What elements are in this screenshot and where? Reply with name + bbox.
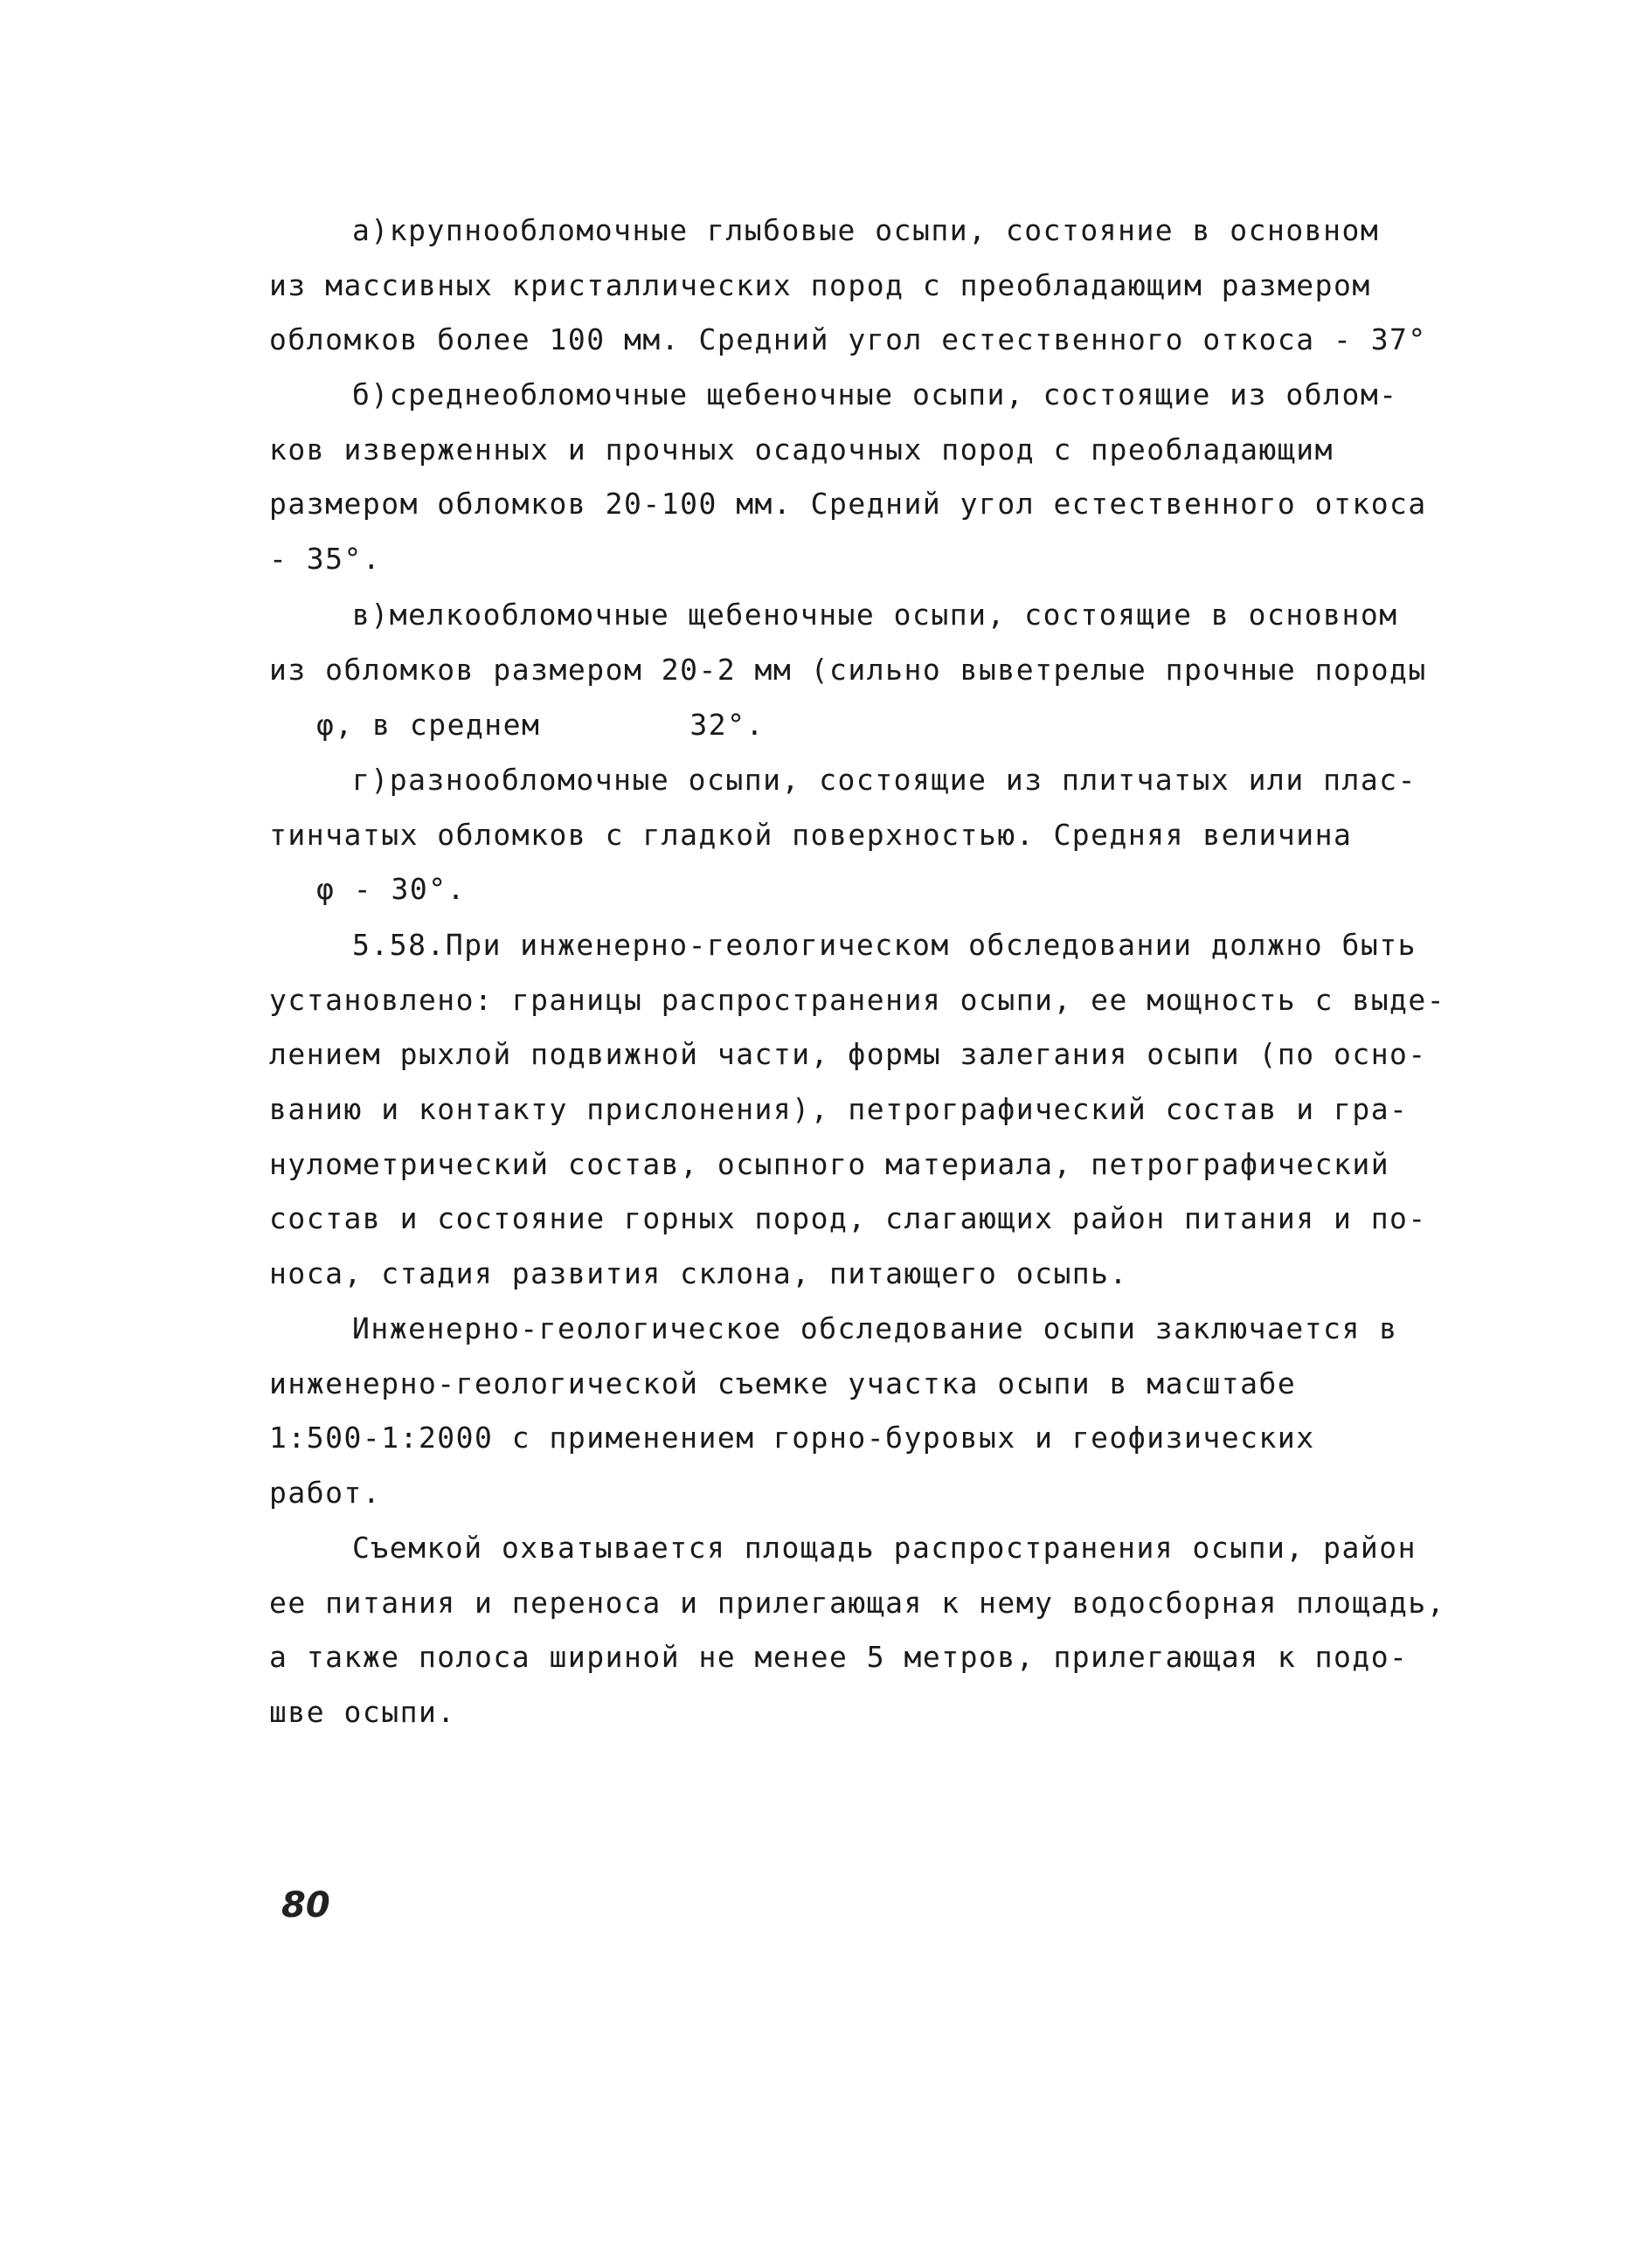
- text-line: установлено: границы распространения осыпи, ее мощность с выде-: [269, 983, 1446, 1017]
- text-line: б)среднеобломочные щебеночные осыпи, состоящие из облом-: [352, 377, 1398, 411]
- text-line: лением рыхлой подвижной части, формы залегания осыпи (по осно-: [269, 1037, 1427, 1071]
- text-line: а)крупнообломочные глыбовые осыпи, состояние в основном: [352, 213, 1380, 247]
- text-line: 5.58.При инженерно-геологическом обследовании должно быть: [352, 928, 1417, 962]
- text-line: Съемкой охватывается площадь распространения осыпи, район: [352, 1531, 1417, 1565]
- text-line: ванию и контакту прислонения), петрографический состав и гра-: [269, 1092, 1409, 1126]
- text-line: носа, стадия развития склона, питающего осыпь.: [269, 1256, 1128, 1290]
- text-line: нулометрический состав, осыпного материала, петрографический: [269, 1147, 1390, 1181]
- text-line: г)разнообломочные осыпи, состоящие из плитчатых или плас-: [352, 763, 1417, 797]
- text-line: φ - 30°.: [316, 872, 466, 906]
- text-line: размером обломков 20-100 мм. Средний угол естественного откоса: [269, 487, 1427, 521]
- text-line: тинчатых обломков с гладкой поверхностью. Средняя величина: [269, 818, 1353, 852]
- text-line: инженерно-геологической съемке участка осыпи в масштабе: [269, 1366, 1297, 1400]
- text-line: ков изверженных и прочных осадочных пород с преобладающим: [269, 432, 1334, 467]
- text-line: Инженерно-геологическое обследование осыпи заключается в: [352, 1311, 1398, 1345]
- text-line: из массивных кристаллических пород с преобладающим размером: [269, 268, 1371, 302]
- text-line: шве осыпи.: [269, 1695, 456, 1729]
- text-line: 1:500-1:2000 с применением горно-буровых и геофизических: [269, 1421, 1315, 1455]
- text-line: работ.: [269, 1476, 382, 1510]
- text-line: - 35°.: [269, 542, 382, 576]
- text-line: а также полоса шириной не менее 5 метров, прилегающая к подо-: [269, 1640, 1409, 1674]
- page-number: 80: [281, 1885, 330, 1926]
- text-line: ее питания и переноса и прилегающая к нему водосборная площадь,: [269, 1586, 1446, 1620]
- text-line: в)мелкообломочные щебеночные осыпи, состоящие в основном: [352, 598, 1398, 632]
- text-line: φ, в среднем 32°.: [316, 708, 765, 742]
- text-line: состав и состояние горных пород, слагающих район питания и по-: [269, 1201, 1427, 1235]
- text-line: из обломков размером 20-2 мм (сильно выветрелые прочные породы: [269, 653, 1427, 687]
- text-line: обломков более 100 мм. Средний угол естественного откоса - 37°: [269, 322, 1427, 356]
